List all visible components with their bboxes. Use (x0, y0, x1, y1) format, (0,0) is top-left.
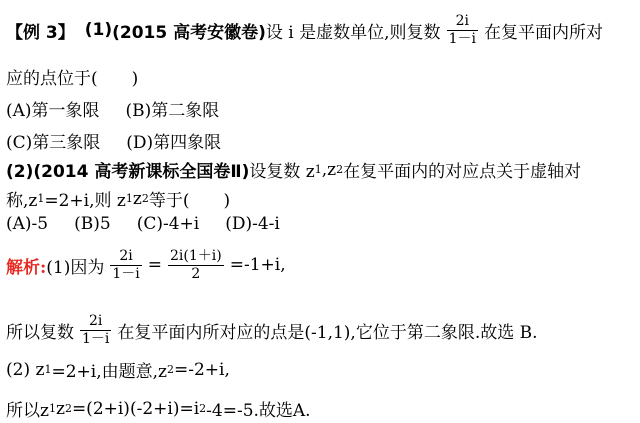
q2-option-b: (B)5 (74, 214, 111, 234)
q1-option-a: (A)第一象限 (6, 101, 100, 121)
solution-line-1: 解析: (1)因为 $\frac{2i}{1-i}$ = $\frac{2i(1+i)}{2}$ =-1+i, (6, 248, 286, 282)
q1-option-d: (D)第四象限 (126, 133, 222, 153)
q1-source: (2015 高考安徽卷) (112, 22, 266, 43)
q1-frac-den: 1－i (448, 30, 476, 47)
q1-stem-c: 应的点位于( ) (6, 69, 139, 89)
q1-stem-a: 设 i 是虚数单位,则复数 (265, 22, 441, 43)
solution-line-3: (2) z 1 =2+i,由题意,z 2 =-2+i, (6, 359, 230, 382)
q1-options-row-2 (6, 128, 221, 153)
q2-line-2: 称,z 1 =2+i,则 z 1 z 2 等于( ) (6, 188, 231, 211)
solution-fraction-2: $\frac{2i(1+i)}{2}$ (170, 248, 222, 282)
q2-option-d: (D)-4-i (225, 214, 280, 234)
q2-stem-a-post: 在复平面内的对应点关于虚轴对 (343, 162, 582, 182)
example-label: 【例 3】 (6, 22, 75, 43)
q1-number: (1) (84, 20, 113, 40)
q2-option-a: (A)-5 (6, 214, 49, 234)
q1-option-c: (C)第三象限 (6, 133, 101, 153)
q1-frac-num: 2i (455, 13, 469, 30)
q2-option-c: (C)-4+i (136, 214, 200, 234)
solution-fraction-3: $\frac{2i}{1-i}$ (82, 313, 110, 347)
q2-line-1: (2)(2014 高考新课标全国卷Ⅱ) 设复数 z 1 ,z 2 在复平面内的对应点关于虚轴对 (6, 157, 581, 182)
q2-stem-a-pre: 设复数 z (249, 162, 315, 182)
q1-options-row-1 (6, 96, 219, 121)
q1-fraction (447, 13, 478, 46)
solution-line-2: 所以复数 $\frac{2i}{1-i}$ 在复平面内所对应的点是(-1,1),它位于第二象限.故选 B. (6, 313, 538, 347)
q2-options (6, 214, 280, 234)
q1-stem-b: 在复平面内所对 (483, 22, 603, 43)
q1-line-2 (6, 64, 138, 89)
solution-fraction-1: $\frac{2i}{1-i}$ (112, 248, 140, 282)
solution-label: 解析: (6, 257, 47, 278)
q1-option-b: (B)第二象限 (125, 101, 220, 121)
solution-line-4: 所以z 1 z 2 =(2+i)(-2+i)=i 2 -4=-5.故选A. (6, 398, 311, 421)
q1-line-1 (6, 6, 603, 54)
q2-source: (2)(2014 高考新课标全国卷Ⅱ) (6, 162, 250, 182)
